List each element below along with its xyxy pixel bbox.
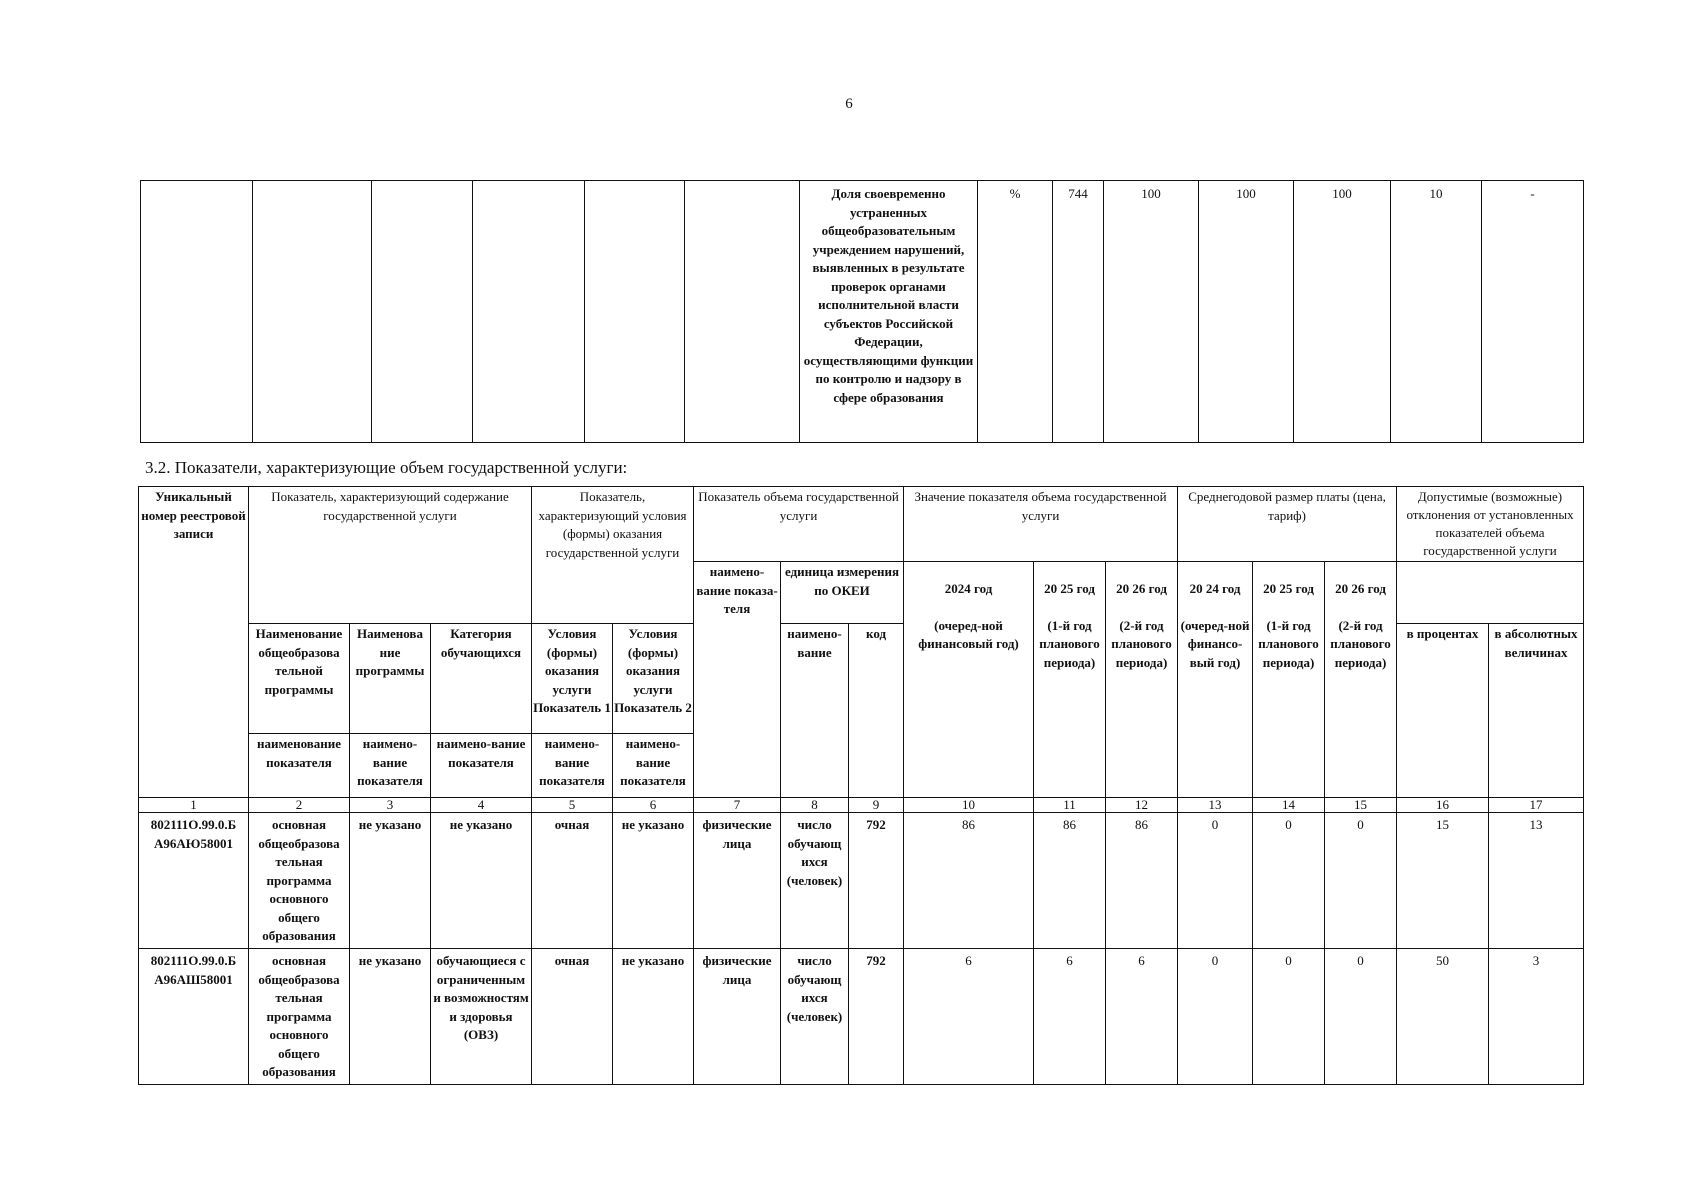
value-2025: 100 (1199, 181, 1294, 443)
deviation-percent-cell: 50 (1397, 949, 1489, 1085)
unique-number-header: Уникальный номер реестровой записи (139, 487, 249, 798)
fee-2025-label: 20 25 год (1263, 581, 1314, 596)
fee-header: Среднегодовой размер платы (цена, тариф) (1178, 487, 1397, 562)
form-cell: очная (532, 813, 613, 949)
fee-2025-cell: 0 (1253, 813, 1325, 949)
indicator-name-header: наимено-вание показа-теля (694, 562, 781, 798)
registry-number-cell: 802111О.99.0.Б А96АЮ58001 (139, 813, 249, 949)
fee-2026-sub: (2-й год планового периода) (1330, 617, 1391, 670)
column-number: 11 (1034, 798, 1106, 813)
year-2025-label: 20 25 год (1044, 581, 1095, 596)
empty-cell (585, 181, 685, 443)
percent-header: в процентах (1397, 624, 1489, 798)
indicator-name-cell: физические лица (694, 813, 781, 949)
value-2024-cell: 6 (904, 949, 1034, 1085)
value-2024-cell: 86 (904, 813, 1034, 949)
deviation-absolute: - (1482, 181, 1584, 443)
fee-2024-sub: (очеред-ной финансо-вый год) (1180, 617, 1250, 670)
condition-2-cell: не указано (613, 949, 694, 1085)
deviation-continued (1397, 562, 1584, 624)
column-number: 16 (1397, 798, 1489, 813)
fee-2026-label: 20 26 год (1335, 581, 1386, 596)
unit-code-cell: 792 (849, 949, 904, 1085)
column-number: 10 (904, 798, 1034, 813)
column-number: 2 (249, 798, 350, 813)
deviation-absolute-cell: 3 (1489, 949, 1584, 1085)
content-indicator-header: Показатель, характеризующий содержание государственной услуги (249, 487, 532, 624)
fee-2024-header (1178, 562, 1253, 798)
condition-1-indicator-name: наимено-вание показателя (532, 734, 613, 798)
form-cell: очная (532, 949, 613, 1085)
value-2025-cell: 6 (1034, 949, 1106, 1085)
year-2026-sub: (2-й год планового периода) (1111, 617, 1172, 670)
year-2024-header (904, 562, 1034, 798)
program-indicator-name: наименование показателя (249, 734, 350, 798)
conditions-indicator-header: Показатель, характеризующий условия (формы) оказания государственной услуги (532, 487, 694, 624)
empty-cell (685, 181, 800, 443)
column-number: 4 (431, 798, 532, 813)
indicator-name-cell: физические лица (694, 949, 781, 1085)
value-2024: 100 (1104, 181, 1199, 443)
program-header: Наименование общеобразова тельной программы (249, 624, 350, 734)
okei-name-header: наимено-вание (781, 624, 849, 798)
fee-2024-cell: 0 (1178, 949, 1253, 1085)
fee-2024-label: 20 24 год (1189, 581, 1241, 596)
empty-cell (141, 181, 253, 443)
volume-indicators-table (138, 486, 1584, 1085)
category-indicator-name: наимено-вание показателя (431, 734, 532, 798)
deviation-percent: 10 (1391, 181, 1482, 443)
column-number: 13 (1178, 798, 1253, 813)
program-cell: основная общеобразова тельная программа основного общего образования (249, 813, 350, 949)
condition-2-header: Условия (формы) оказания услуги Показатель 2 (613, 624, 694, 734)
deviation-header: Допустимые (возможные) отклонения от установленных показателей объема государственной услуги (1397, 487, 1584, 562)
unit-code-cell: 792 (849, 813, 904, 949)
header-row (139, 487, 1584, 562)
quality-indicators-continuation-table (140, 180, 1584, 443)
column-number: 9 (849, 798, 904, 813)
name-indicator-name: наимено-вание показателя (350, 734, 431, 798)
year-2026-label: 20 26 год (1116, 581, 1167, 596)
year-2025-header (1034, 562, 1106, 798)
volume-indicator-header: Показатель объема государственной услуги (694, 487, 904, 562)
empty-cell (253, 181, 372, 443)
column-number: 1 (139, 798, 249, 813)
program-name-header: Наименова ние программы (350, 624, 431, 734)
unit-name-cell: число обучающ ихся (человек) (781, 949, 849, 1085)
value-2026-cell: 6 (1106, 949, 1178, 1085)
absolute-header: в абсолютных величинах (1489, 624, 1584, 798)
column-number-row (139, 798, 1584, 813)
fee-2025-header (1253, 562, 1325, 798)
table-row (139, 949, 1584, 1085)
fee-2026-header (1325, 562, 1397, 798)
year-2026-header (1106, 562, 1178, 798)
page-number: 6 (845, 96, 853, 112)
column-number: 12 (1106, 798, 1178, 813)
registry-number-cell: 802111О.99.0.Б А96АШ58001 (139, 949, 249, 1085)
year-2025-sub: (1-й год планового периода) (1039, 617, 1100, 670)
column-number: 3 (350, 798, 431, 813)
unit-name: % (978, 181, 1053, 443)
fee-2025-sub: (1-й год планового периода) (1258, 617, 1319, 670)
value-2025-cell: 86 (1034, 813, 1106, 949)
table-row (141, 181, 1584, 443)
column-number: 14 (1253, 798, 1325, 813)
section-title: 3.2. Показатели, характеризующие объем государственной услуги: (145, 458, 628, 477)
program-name-cell: не указано (350, 813, 431, 949)
condition-2-indicator-name: наимено-вание показателя (613, 734, 694, 798)
volume-value-header: Значение показателя объема государственной услуги (904, 487, 1178, 562)
value-2026: 100 (1294, 181, 1391, 443)
category-header: Категория обучающихся (431, 624, 532, 734)
condition-2-cell: не указано (613, 813, 694, 949)
okei-header: единица измерения по ОКЕИ (781, 562, 904, 624)
empty-cell (473, 181, 585, 443)
column-number: 6 (613, 798, 694, 813)
fee-2026-cell: 0 (1325, 949, 1397, 1085)
year-2024-label: 2024 год (944, 581, 993, 596)
column-number: 15 (1325, 798, 1397, 813)
student-category-cell: не указано (431, 813, 532, 949)
unit-name-cell: число обучающ ихся (человек) (781, 813, 849, 949)
column-number: 7 (694, 798, 781, 813)
unit-code: 744 (1053, 181, 1104, 443)
fee-2025-cell: 0 (1253, 949, 1325, 1085)
condition-1-header: Условия (формы) оказания услуги Показатель 1 (532, 624, 613, 734)
program-cell: основная общеобразова тельная программа основного общего образования (249, 949, 350, 1085)
program-name-cell: не указано (350, 949, 431, 1085)
value-2026-cell: 86 (1106, 813, 1178, 949)
table-row (139, 813, 1584, 949)
year-2024-sub: (очеред-ной финансовый год) (918, 617, 1019, 651)
indicator-name: Доля своевременно устраненных общеобразовательным учреждением нарушений, выявленных в результате проверок органами исполнительной власти субъектов Российской Федерации, осуществляющими функции по контролю и надзору в сфере образования (800, 181, 978, 443)
okei-code-header: код (849, 624, 904, 798)
deviation-percent-cell: 15 (1397, 813, 1489, 949)
deviation-absolute-cell: 13 (1489, 813, 1584, 949)
column-number: 17 (1489, 798, 1584, 813)
fee-2026-cell: 0 (1325, 813, 1397, 949)
column-number: 5 (532, 798, 613, 813)
fee-2024-cell: 0 (1178, 813, 1253, 949)
column-number: 8 (781, 798, 849, 813)
student-category-cell: обучающиеся с ограниченным и возможностям и здоровья (ОВЗ) (431, 949, 532, 1085)
empty-cell (372, 181, 473, 443)
